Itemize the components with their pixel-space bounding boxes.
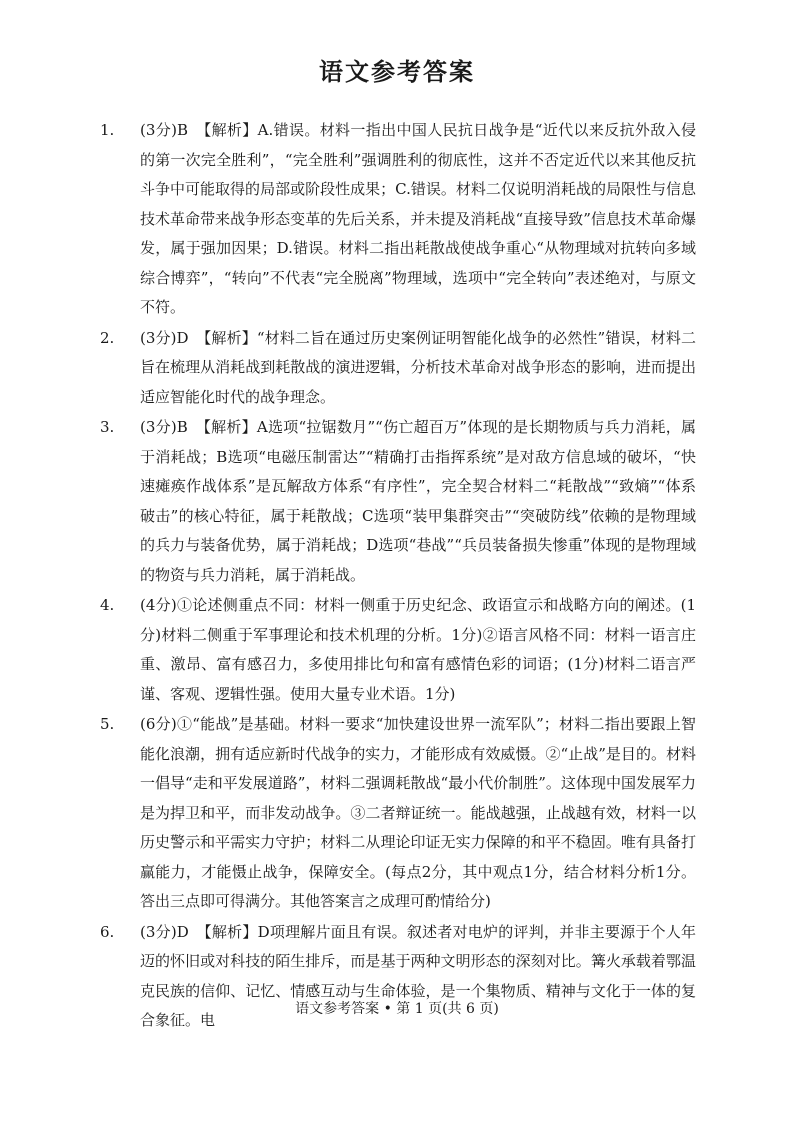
item-text: (3分)B 【解析】A选项“拉锯数月”“伤亡超百万”体现的是长期物质与兵力消耗，属于消耗战；B选项“电磁压制雷达”“精确打击指挥系统”是对敌方信息域的破坏，“快速瘫痪作战体系”是瓦解敌方体系“有序性”，完全契合材料二“耗散战”“致熵”“体系破击”的核心特征，属于耗散战；C选项“装甲集群突击”“突破防线”依赖的是物理域的兵力与装备优势，属于消耗战；D选项“巷战”“兵员装备损失惨重”体现的是物理域的物资与兵力消耗，属于消耗战。 — [140, 418, 696, 584]
answer-item-5 — [100, 710, 696, 917]
item-text: (3分)D 【解析】D项理解片面且有误。叙述者对电炉的评判，并非主要源于个人年迈的怀旧或对科技的陌生排斥，而是基于两种文明形态的深刻对比。篝火承载着鄂温克民族的信仰、记忆、情感互动与生命体验，是一个集物质、精神与文化于一体的复合象征。电 — [140, 922, 696, 1029]
item-number: 4. — [100, 596, 115, 614]
page-title: 语文参考答案 — [319, 57, 475, 86]
answer-list — [100, 116, 696, 1037]
item-number: 5. — [100, 715, 115, 733]
item-number: 1. — [100, 121, 115, 139]
page-footer: 语文参考答案 • 第 1 页(共 6 页) — [295, 1001, 499, 1017]
item-text: (3分)B 【解析】A.错误。材料一指出中国人民抗日战争是“近代以来反抗外敌入侵的第一次完全胜利”，“完全胜利”强调胜利的彻底性，这并不否定近代以来其他反抗斗争中可能取得的局部或阶段性成果；C.错误。材料二仅说明消耗战的局限性与信息技术革命带来战争形态变革的先后关系，并未提及消耗战“直接导致”信息技术革命爆发，属于强加因果；D.错误。材料二指出耗散战使战争重心“从物理域对抗转向多域综合博弈”，“转向”不代表“完全脱离”物理域，选项中“完全转向”表述绝对，与原文不符。 — [140, 121, 696, 316]
item-number: 2. — [100, 328, 115, 347]
item-text: (6分)①“能战”是基础。材料一要求“加快建设世界一流军队”；材料二指出要跟上智能化浪潮，拥有适应新时代战争的实力，才能形成有效威慑。②“止战”是目的。材料一倡导“走和平发展道路”，材料二强调耗散战“最小代价制胜”。这体现中国发展军力是为捍卫和平，而非发动战争。③二者辩证统一。能战越强，止战越有效，材料一以历史警示和平需实力守护；材料二从理论印证无实力保障的和平不稳固。唯有具备打赢能力，才能慑止战争，保障安全。(每点2分，其中观点1分，结合材料分析1分。答出三点即可得满分。其他答案言之成理可酌情给分) — [140, 715, 696, 910]
answer-item-2 — [100, 324, 696, 413]
answer-item-3 — [100, 413, 696, 590]
answer-item-1 — [100, 116, 696, 323]
item-text: (4分)①论述侧重点不同：材料一侧重于历史纪念、政语宣示和战略方向的阐述。(1分)材料二侧重于军事理论和技术机理的分析。1分)②语言风格不同：材料一语言庄重、激昂、富有感召力，多使用排比句和富有感情色彩的词语；(1分)材料二语言严谨、客观、逻辑性强。使用大量专业术语。1分) — [140, 596, 696, 703]
item-number: 3. — [100, 418, 115, 436]
item-text: (3分)D 【解析】“材料二旨在通过历史案例证明智能化战争的必然性”错误，材料二旨在梳理从消耗战到耗散战的演进逻辑，分析技术革命对战争形态的影响，进而提出适应智能化时代的战争理念。 — [140, 328, 696, 406]
item-number: 6. — [100, 922, 115, 941]
answer-item-4 — [100, 591, 696, 709]
